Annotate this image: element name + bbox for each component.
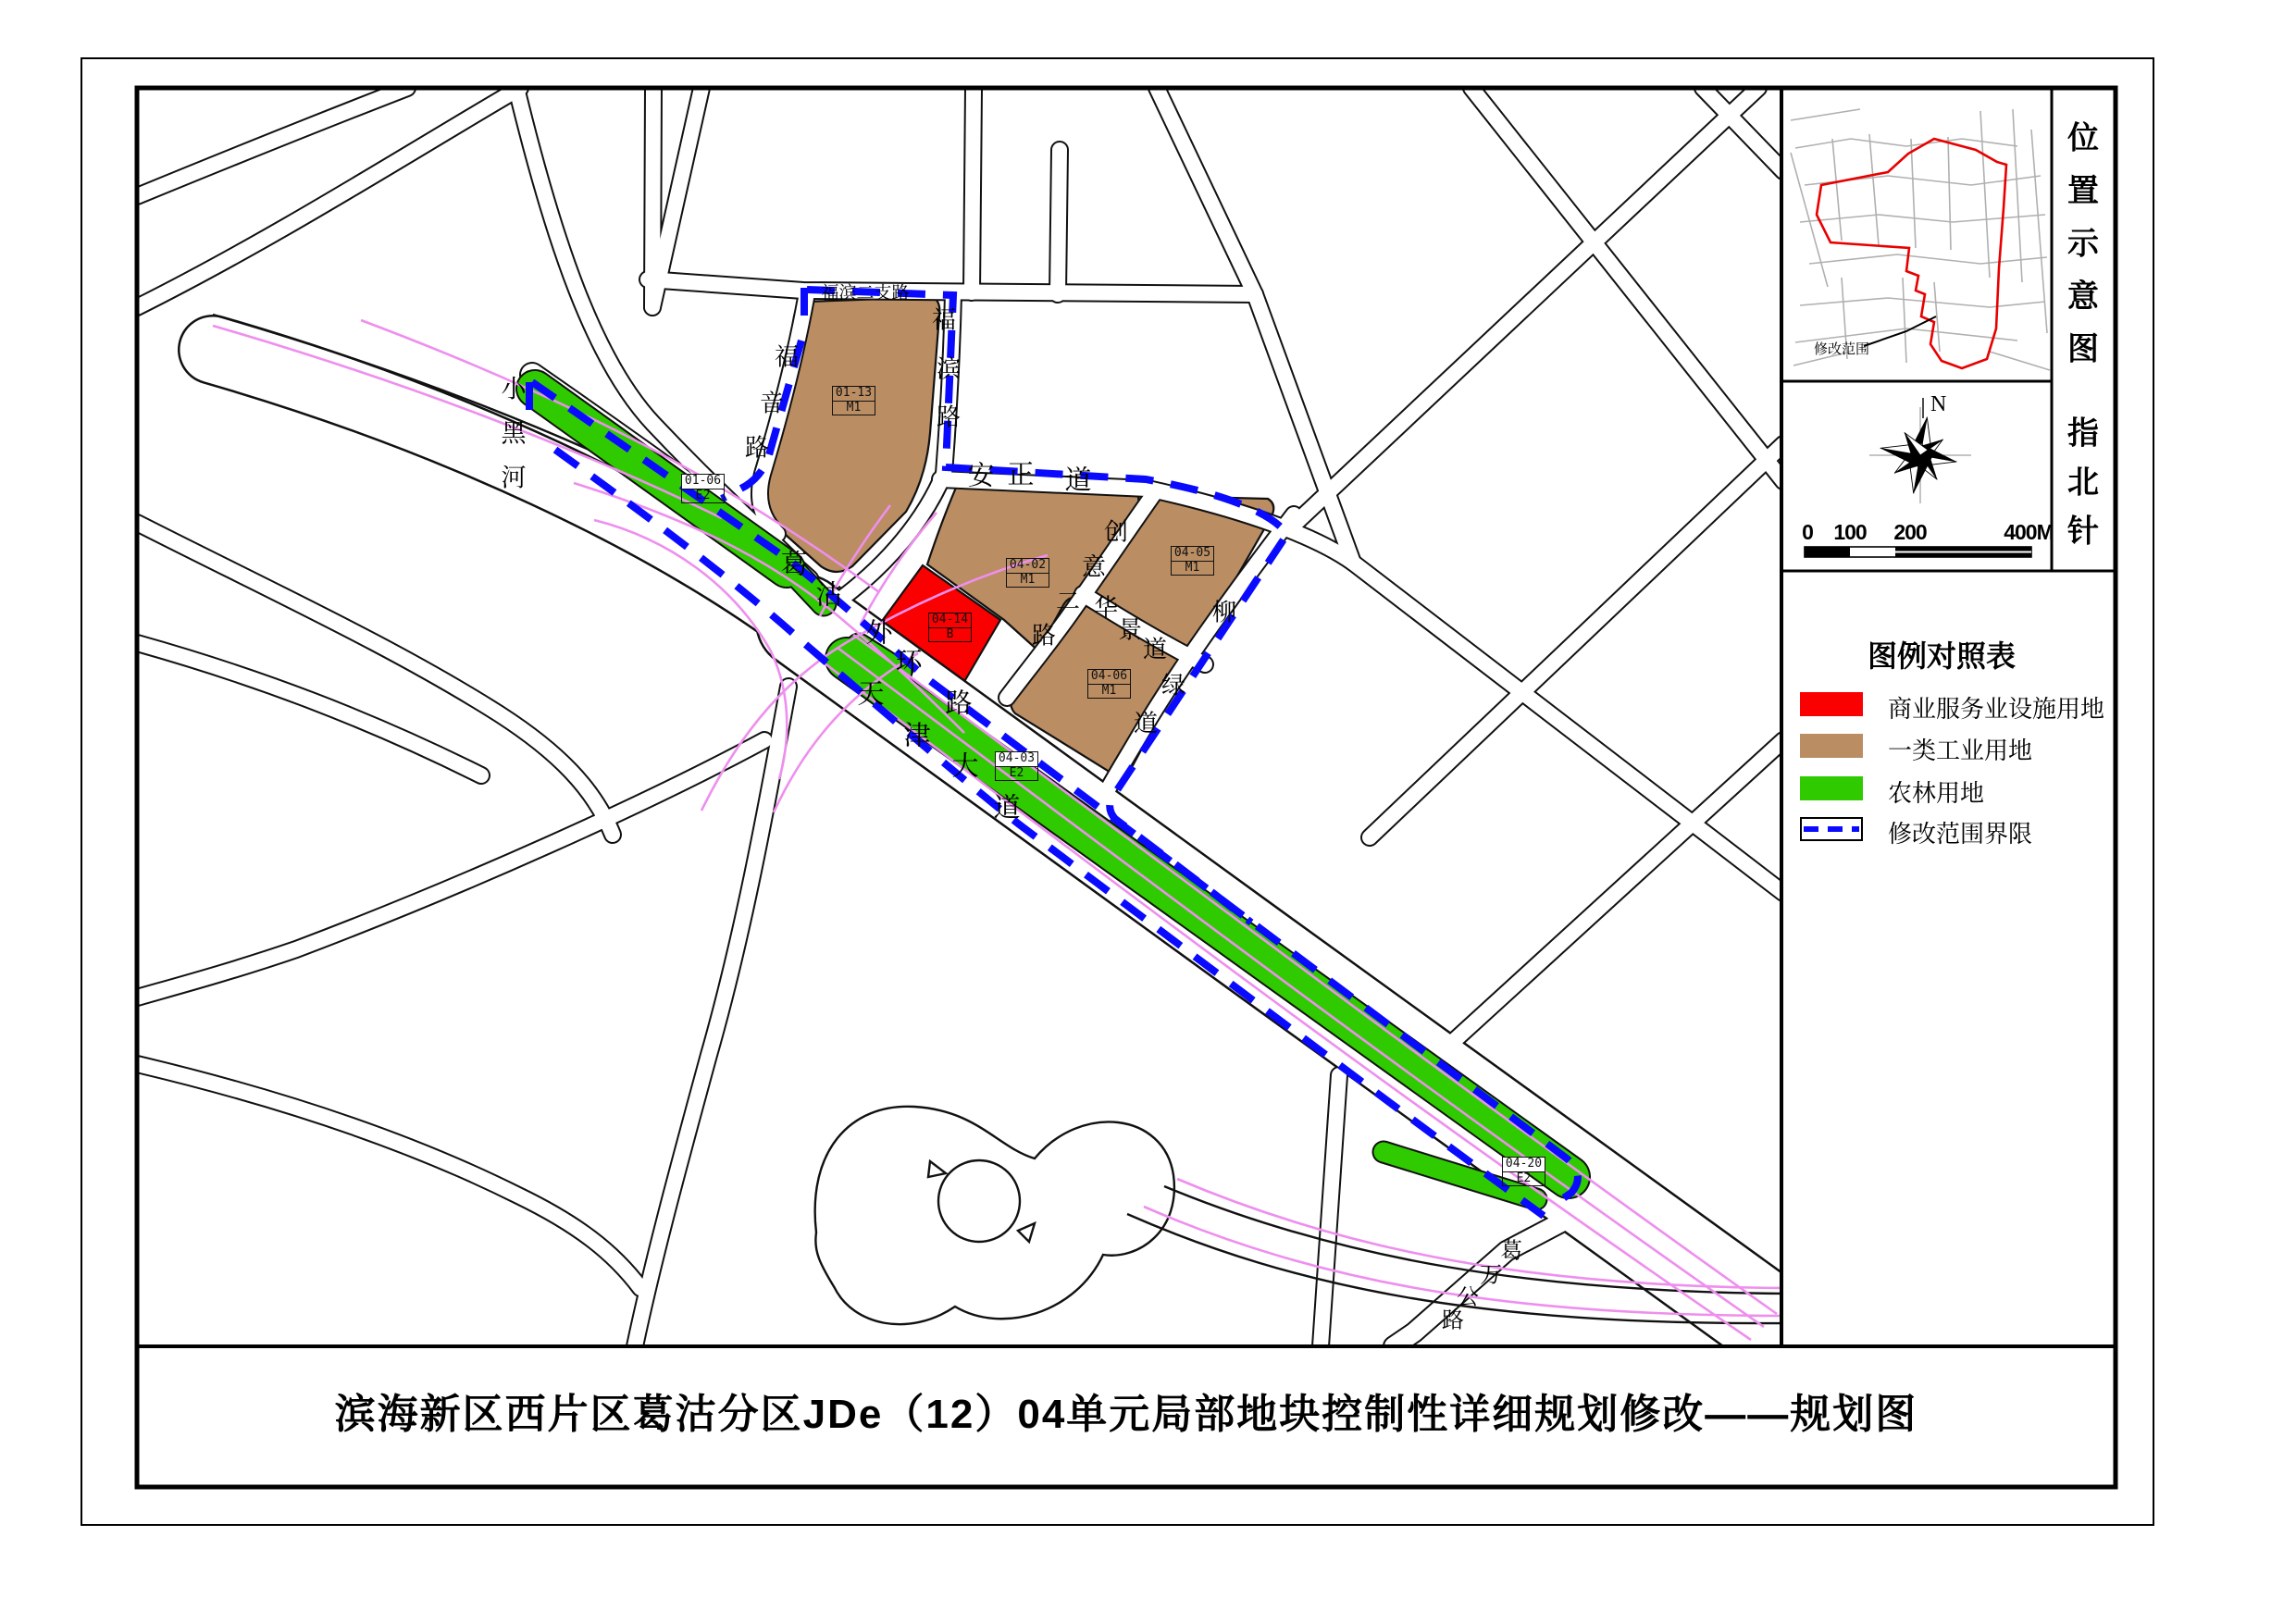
location-inset-map — [1791, 109, 2050, 370]
road-label-huajing-dao: 景 — [1117, 616, 1143, 644]
road-label-gegu-waihuan-lu: 环 — [895, 648, 923, 678]
scale-label: 200 — [1893, 520, 1927, 544]
road-label-fubin-erzhi-lu: 福 — [821, 283, 839, 304]
parcel-label-04-03: 04-03 E2 — [995, 751, 1038, 781]
parcel-label-04-14: 04-14 B — [928, 613, 972, 642]
location-caption-char: 图 — [2067, 331, 2099, 367]
road-label-liulv-dao: 绿 — [1160, 672, 1186, 700]
road-label-fubin-lu: 滨 — [936, 355, 962, 383]
road-label-tianjin-dadao: 大 — [951, 751, 979, 782]
scale-label: 0 — [1802, 520, 1813, 544]
legend-label: 商业服务业设施用地 — [1888, 696, 2105, 723]
road-label-anzheng-dao: 正 — [1007, 460, 1035, 490]
road-label-chuangyi-er-lu: 意 — [1081, 553, 1107, 581]
location-caption-char: 意 — [2067, 279, 2099, 315]
road-label-liulv-dao: 柳 — [1211, 599, 1237, 626]
road-label-fubin-erzhi-lu: 滨 — [838, 283, 857, 304]
parcel-label-01-06: 01-06 E2 — [681, 474, 725, 503]
road-label-tianjin-dadao: 天 — [857, 679, 885, 710]
parcel-label-04-06: 04-06 M1 — [1087, 669, 1131, 699]
legend-swatch-dash — [1800, 817, 1863, 841]
road-label-chuangyi-er-lu: 创 — [1103, 518, 1129, 546]
legend-swatch-red — [1800, 692, 1863, 716]
road-label-chuangyi-er-lu: 路 — [1031, 622, 1057, 650]
road-label-gewan-gonglu: 公 — [1457, 1285, 1479, 1310]
road-label-gegu-waihuan-lu: 沽 — [815, 580, 843, 611]
legend-swatch-green — [1800, 776, 1863, 800]
road-label-liulv-dao: 道 — [1133, 710, 1159, 737]
parcel-label-04-05: 04-05 M1 — [1171, 546, 1214, 576]
road-label-fubin-erzhi-lu: 二 — [856, 283, 875, 304]
parcel-label-04-20: 04-20 E2 — [1502, 1157, 1545, 1186]
road-label-tianjin-dadao: 道 — [993, 793, 1021, 824]
legend-label: 一类工业用地 — [1888, 737, 2033, 764]
road-label-gegu-waihuan-lu: 外 — [865, 618, 893, 649]
road-label-anzheng-dao: 道 — [1064, 465, 1092, 496]
north-caption-char: 北 — [2067, 465, 2099, 501]
road-label-gewan-gonglu: 路 — [1442, 1308, 1464, 1333]
road-label-fubin-erzhi-lu: 路 — [891, 283, 910, 304]
road-label-fuyin-lu: 路 — [744, 434, 770, 462]
road-label-chuangyi-er-lu: 二 — [1055, 588, 1081, 615]
scale-bar — [1805, 547, 2031, 557]
road-label-gewan-gonglu: 葛 — [1500, 1239, 1522, 1264]
compass-rose — [1869, 398, 1971, 503]
location-caption-char: 示 — [2067, 226, 2099, 262]
road-label-gewan-gonglu: 万 — [1480, 1263, 1502, 1288]
road-label-gegu-waihuan-lu: 葛 — [780, 550, 808, 580]
scale-label: 100 — [1833, 520, 1867, 544]
road-label-fubin-erzhi-lu: 支 — [874, 283, 892, 304]
legend-title: 图例对照表 — [1868, 639, 2017, 673]
road-label-fubin-lu: 福 — [931, 306, 957, 334]
compass-north-letter: N — [1930, 392, 1947, 416]
road-label-xiao-hei-he: 黑 — [501, 419, 527, 448]
legend-label: 农林用地 — [1888, 780, 1985, 807]
location-caption-char: 位 — [2067, 120, 2099, 156]
road-label-xiao-hei-he: 河 — [501, 464, 527, 492]
road-label-gegu-waihuan-lu: 路 — [945, 688, 973, 719]
road-label-huajing-dao: 华 — [1093, 594, 1119, 622]
parcel-label-01-13: 01-13 M1 — [832, 386, 875, 415]
road-label-fubin-lu: 路 — [936, 403, 962, 431]
road-label-fuyin-lu: 音 — [759, 390, 785, 417]
north-caption-char: 针 — [2067, 514, 2099, 550]
scale-label: 400M — [2004, 520, 2054, 544]
parcel-label-04-02: 04-02 M1 — [1006, 558, 1049, 588]
road-label-fuyin-lu: 福 — [774, 343, 800, 371]
road-label-tianjin-dadao: 津 — [903, 721, 931, 751]
location-caption-char: 置 — [2067, 173, 2099, 209]
inset-annotation-label: 修改范围 — [1814, 341, 1870, 357]
road-label-huajing-dao: 道 — [1142, 636, 1168, 663]
sheet-title: 滨海新区西片区葛沽分区JDe（12）04单元局部地块控制性详细规划修改——规划图 — [334, 1392, 1918, 1437]
legend-label: 修改范围界限 — [1888, 821, 2033, 848]
road-label-anzheng-dao: 安 — [967, 461, 995, 491]
legend-swatch-brown — [1800, 734, 1863, 758]
north-caption-char: 指 — [2067, 415, 2099, 452]
road-label-xiao-hei-he: 小 — [501, 375, 527, 403]
